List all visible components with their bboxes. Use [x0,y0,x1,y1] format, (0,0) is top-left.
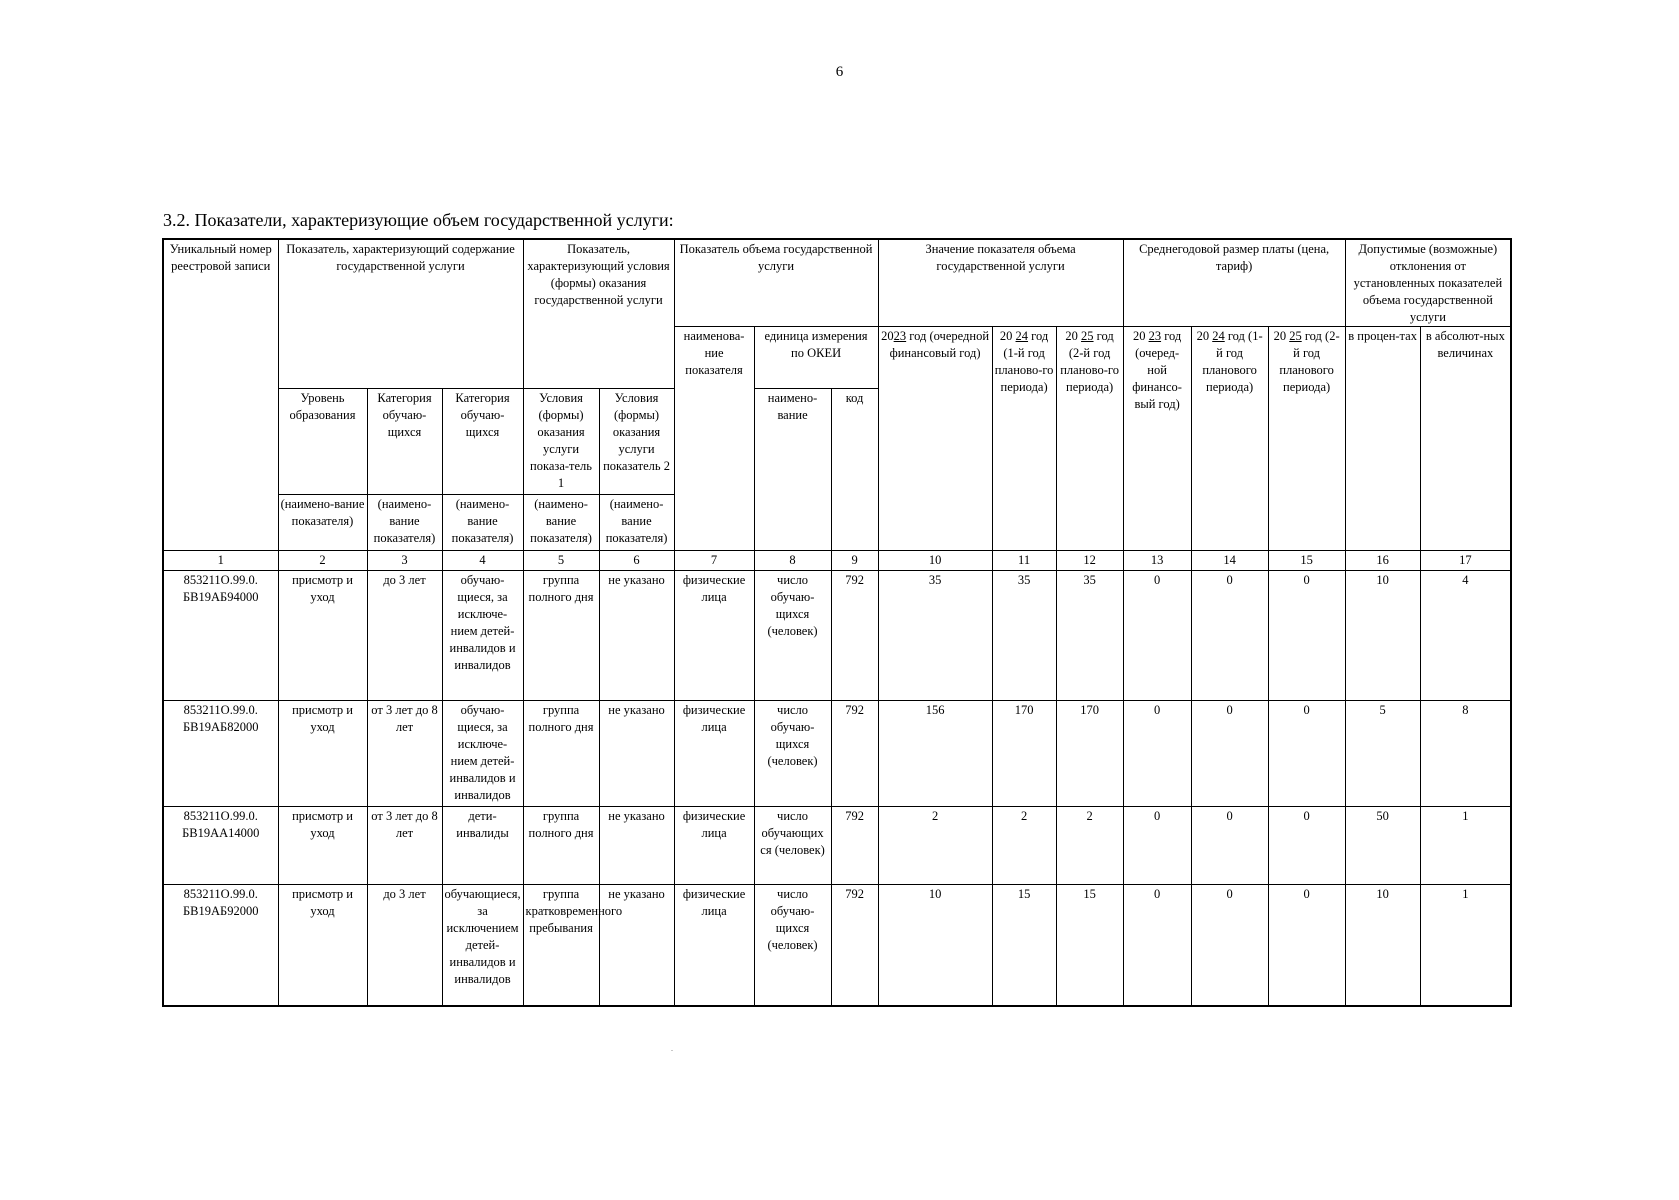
column-number: 8 [754,551,831,571]
value-2025: 35 [1056,571,1123,701]
value-2023: 156 [878,701,992,807]
deviation-percent: 50 [1345,807,1420,885]
condition-2: не указано [599,807,674,885]
unit-name: число обучаю-щихся (человек) [754,885,831,1006]
service-form: группа кратковременного пребывания [523,885,599,1006]
header-name-hint: (наимено-вание показателя) [442,495,523,551]
indicator-name: физические лица [674,571,754,701]
value-2023: 10 [878,885,992,1006]
table-row [163,571,1511,701]
column-number: 5 [523,551,599,571]
page-number: 6 [835,64,844,80]
header-average-fee: Среднегодовой размер платы (цена, тариф) [1123,239,1345,327]
deviation-percent: 10 [1345,885,1420,1006]
column-number: 9 [831,551,878,571]
column-number: 11 [992,551,1056,571]
deviation-absolute: 1 [1420,885,1511,1006]
header-fee-2024: 20 24 год (1-й год планового периода) [1191,327,1268,551]
column-number: 7 [674,551,754,571]
condition-2: не указано [599,885,674,1006]
indicator-name: физические лица [674,807,754,885]
header-year-2023: 2023 год (очередной финансовый год) [878,327,992,551]
table-row [163,807,1511,885]
indicator-name: физические лица [674,885,754,1006]
value-2024: 170 [992,701,1056,807]
condition-2: не указано [599,701,674,807]
header-name-hint: (наимено-вание показателя) [367,495,442,551]
header-name-hint: (наимено-вание показателя) [523,495,599,551]
fee-2023: 0 [1123,701,1191,807]
education-level: присмотр и уход [278,807,367,885]
student-category: обучаю-щиеся, за исключе-нием детей-инвалидов и инвалидов [442,571,523,701]
fee-2025: 0 [1268,807,1345,885]
column-number: 14 [1191,551,1268,571]
fee-2025: 0 [1268,571,1345,701]
age-category: до 3 лет [367,885,442,1006]
header-unit-name: наимено-вание [754,389,831,551]
service-form: группа полного дня [523,701,599,807]
header-student-category-2: Категория обучаю-щихся [442,389,523,495]
column-number: 2 [278,551,367,571]
header-volume-indicator: Показатель объема государственной услуги [674,239,878,327]
column-number: 3 [367,551,442,571]
column-number: 15 [1268,551,1345,571]
header-indicator-name: наименова-ние показателя [674,327,754,551]
column-number: 6 [599,551,674,571]
column-number: 13 [1123,551,1191,571]
fee-2024: 0 [1191,807,1268,885]
fee-2023: 0 [1123,807,1191,885]
fee-2024: 0 [1191,885,1268,1006]
header-unit-code: код [831,389,878,551]
registry-number: 853211О.99.0. БВ19АБ92000 [163,885,278,1006]
deviation-absolute: 1 [1420,807,1511,885]
table-row [163,885,1511,1006]
volume-indicators-table [162,238,1512,1007]
column-number: 10 [878,551,992,571]
header-condition-2: Условия (формы) оказания услуги показатель 2 [599,389,674,495]
indicator-name: физические лица [674,701,754,807]
header-deviation-percent: в процен-тах [1345,327,1420,551]
condition-2: не указано [599,571,674,701]
header-volume-value: Значение показателя объема государственной услуги [878,239,1123,327]
value-2024: 15 [992,885,1056,1006]
registry-number: 853211О.99.0. БВ19АБ82000 [163,701,278,807]
fee-2024: 0 [1191,571,1268,701]
header-year-2024: 20 24 год (1-й год планово-го периода) [992,327,1056,551]
column-number: 4 [442,551,523,571]
age-category: от 3 лет до 8 лет [367,701,442,807]
unit-code: 792 [831,571,878,701]
column-number: 16 [1345,551,1420,571]
header-content-indicator: Показатель, характеризующий содержание государственной услуги [278,239,523,389]
header-unique-number: Уникальный номер реестровой записи [163,239,278,551]
header-condition-1: Условия (формы) оказания услуги показа-тель 1 [523,389,599,495]
header-okei-unit: единица измерения по ОКЕИ [754,327,878,389]
deviation-percent: 5 [1345,701,1420,807]
header-student-category-1: Категория обучаю-щихся [367,389,442,495]
value-2023: 35 [878,571,992,701]
header-fee-2025: 20 25 год (2-й год планового периода) [1268,327,1345,551]
student-category: обучающиеся, за исключением детей-инвалидов и инвалидов [442,885,523,1006]
header-deviation-absolute: в абсолют-ных величинах [1420,327,1511,551]
table-row [163,701,1511,807]
age-category: от 3 лет до 8 лет [367,807,442,885]
unit-code: 792 [831,701,878,807]
student-category: дети-инвалиды [442,807,523,885]
value-2025: 2 [1056,807,1123,885]
header-deviations: Допустимые (возможные) отклонения от установленных показателей объема государственной услуги [1345,239,1511,327]
column-number: 12 [1056,551,1123,571]
header-row-top [163,239,1511,327]
education-level: присмотр и уход [278,701,367,807]
fee-2023: 0 [1123,571,1191,701]
deviation-absolute: 8 [1420,701,1511,807]
value-2023: 2 [878,807,992,885]
unit-name: число обучаю-щихся (человек) [754,571,831,701]
education-level: присмотр и уход [278,571,367,701]
value-2025: 170 [1056,701,1123,807]
service-form: группа полного дня [523,571,599,701]
unit-code: 792 [831,885,878,1006]
deviation-absolute: 4 [1420,571,1511,701]
section-title: 3.2. Показатели, характеризующие объем государственной услуги: [163,210,674,230]
header-education-level: Уровень образования [278,389,367,495]
deviation-percent: 10 [1345,571,1420,701]
value-2024: 35 [992,571,1056,701]
student-category: обучаю-щиеся, за исключе-нием детей-инвалидов и инвалидов [442,701,523,807]
unit-name: число обучающих ся (человек) [754,807,831,885]
value-2024: 2 [992,807,1056,885]
value-2025: 15 [1056,885,1123,1006]
unit-code: 792 [831,807,878,885]
column-number-row [163,551,1511,571]
unit-name: число обучаю-щихся (человек) [754,701,831,807]
scan-speck [671,1050,673,1051]
header-conditions-indicator: Показатель, характеризующий условия (формы) оказания государственной услуги [523,239,674,389]
age-category: до 3 лет [367,571,442,701]
header-name-hint: (наимено-вание показателя) [278,495,367,551]
service-form: группа полного дня [523,807,599,885]
fee-2025: 0 [1268,701,1345,807]
fee-2025: 0 [1268,885,1345,1006]
registry-number: 853211О.99.0. БВ19АА14000 [163,807,278,885]
header-name-hint: (наимено-вание показателя) [599,495,674,551]
education-level: присмотр и уход [278,885,367,1006]
fee-2023: 0 [1123,885,1191,1006]
header-fee-2023: 20 23 год (очеред-ной финансо-вый год) [1123,327,1191,551]
registry-number: 853211О.99.0. БВ19АБ94000 [163,571,278,701]
column-number: 1 [163,551,278,571]
header-year-2025: 20 25 год (2-й год планово-го периода) [1056,327,1123,551]
column-number: 17 [1420,551,1511,571]
fee-2024: 0 [1191,701,1268,807]
